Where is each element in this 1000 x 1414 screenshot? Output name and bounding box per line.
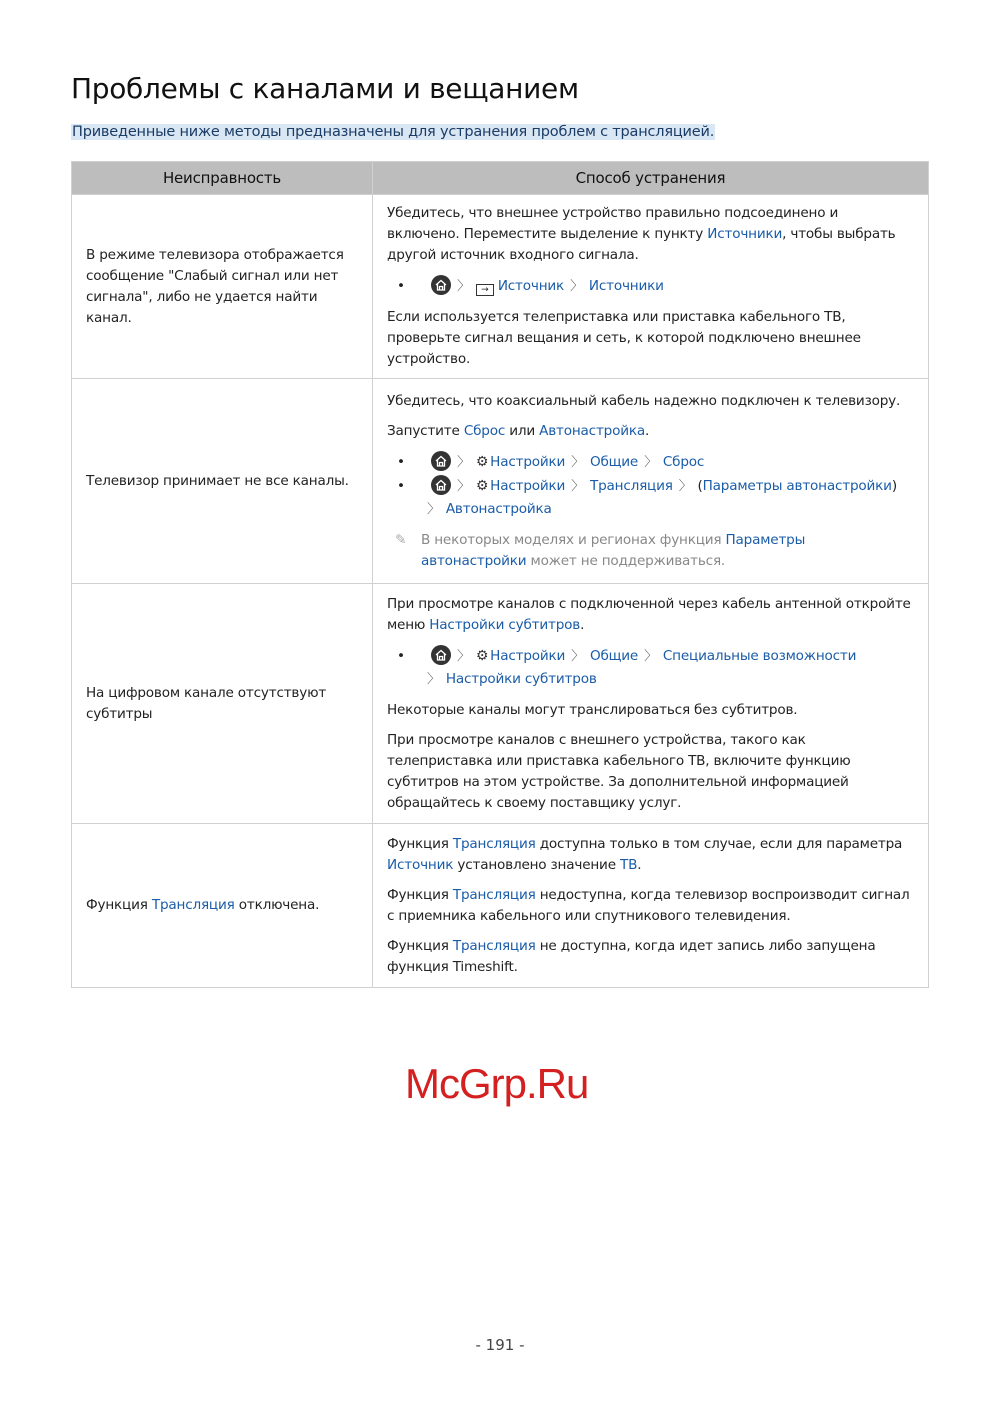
text-segment: Функция <box>86 897 152 913</box>
menu-link[interactable]: Специальные возможности <box>662 647 857 664</box>
chevron-right-icon: 〉 <box>644 454 657 470</box>
text-segment: . <box>645 422 650 439</box>
menu-path <box>387 451 914 474</box>
menu-link[interactable]: Источник <box>497 278 565 294</box>
menu-path <box>387 275 914 298</box>
text-segment: не доступна, когда идет запись либо запущена функция Timeshift. <box>387 937 876 975</box>
text-segment: При просмотре каналов с внешнего устройства, такого как телеприставка или приставка кабельного ТВ, включите функцию субтитров на этом устройстве. За дополнительной информацией обращайтесь к своему поставщику услуг. <box>387 731 851 811</box>
home-icon <box>431 451 451 471</box>
text-segment: . <box>580 616 585 633</box>
solution-paragraph <box>387 730 914 814</box>
solution-cell <box>373 584 929 824</box>
settings-gear-icon: ⚙ <box>475 477 489 494</box>
text-segment: Функция <box>387 835 453 852</box>
menu-link[interactable]: Автонастройка <box>539 422 645 439</box>
text-segment: Некоторые каналы могут транслироваться без субтитров. <box>387 701 798 718</box>
bullet: • <box>397 477 405 494</box>
menu-link[interactable]: Автонастройка <box>445 500 552 517</box>
problem-cell <box>72 584 373 824</box>
intro-text: Приведенные ниже методы предназначены для устранения проблем с трансляцией. <box>72 124 715 140</box>
chevron-right-icon: 〉 <box>427 501 440 517</box>
source-input-icon: → <box>476 284 494 296</box>
menu-link[interactable]: Источники <box>707 226 783 242</box>
table-row <box>72 584 929 824</box>
text-segment: установлено значение <box>453 856 620 873</box>
note <box>387 530 914 572</box>
pencil-icon: ✎ <box>395 531 407 548</box>
menu-link[interactable]: Трансляция <box>452 835 536 852</box>
chevron-right-icon: 〉 <box>427 671 440 687</box>
table-row <box>72 379 929 584</box>
solution-paragraph <box>387 936 914 978</box>
header-problem: Неисправность <box>72 162 373 195</box>
text-segment: , чтобы выбрать другой источник входного сигнала. <box>387 226 896 263</box>
home-icon <box>431 475 451 495</box>
menu-path <box>387 645 914 691</box>
menu-link[interactable]: Трансляция <box>589 477 673 494</box>
solution-paragraph <box>387 391 914 412</box>
menu-link[interactable]: Параметры автонастройки <box>702 477 892 494</box>
menu-link[interactable]: Источник <box>387 856 454 873</box>
chevron-right-icon: 〉 <box>457 279 470 294</box>
text-segment: Запустите <box>387 422 464 439</box>
text-segment: отключена. <box>234 897 320 913</box>
text-segment: ( <box>697 477 703 494</box>
menu-link[interactable]: Трансляция <box>452 937 536 954</box>
bullet: • <box>397 453 405 470</box>
menu-link[interactable]: Трансляция <box>452 886 536 903</box>
solution-paragraph <box>387 307 914 370</box>
text-segment: Если используется телеприставка или приставка кабельного ТВ, проверьте сигнал вещания и сеть, к которой подключено внешнее устройство. <box>387 309 861 367</box>
solution-paragraph <box>387 421 914 442</box>
watermark: McGrp.Ru <box>405 1060 589 1107</box>
chevron-right-icon: 〉 <box>571 454 584 470</box>
problem-cell <box>72 379 373 584</box>
menu-link[interactable]: Источники <box>588 278 664 294</box>
menu-link[interactable]: Настройки <box>490 477 566 494</box>
solution-paragraph <box>387 700 914 721</box>
text-segment: Телевизор принимает не все каналы. <box>86 472 349 489</box>
solution-paragraph <box>387 594 914 636</box>
chevron-right-icon: 〉 <box>644 648 657 664</box>
solution-cell <box>373 195 929 379</box>
solution-paragraph <box>387 203 914 266</box>
menu-link[interactable]: Настройки субтитров <box>445 670 597 687</box>
text-segment: Функция <box>387 937 453 954</box>
text-segment: недоступна, когда телевизор воспроизводит сигнал с приемника кабельного или спутникового телевидения. <box>387 886 910 924</box>
chevron-right-icon: 〉 <box>457 478 470 494</box>
table-row <box>72 195 929 379</box>
text-segment: В некоторых моделях и регионах функция <box>421 531 726 548</box>
table-row <box>72 824 929 988</box>
header-solution: Способ устранения <box>373 162 929 195</box>
chevron-right-icon: 〉 <box>570 279 583 294</box>
settings-gear-icon: ⚙ <box>475 647 489 664</box>
menu-link[interactable]: Общие <box>589 453 639 470</box>
chevron-right-icon: 〉 <box>457 454 470 470</box>
chevron-right-icon: 〉 <box>678 478 692 494</box>
menu-link[interactable]: Параметры автонастройки <box>421 531 806 569</box>
table-header-row <box>72 162 929 195</box>
text-segment: В режиме телевизора отображается сообщение "Слабый сигнал или нет сигнала", либо не удается найти канал. <box>86 246 344 326</box>
text-segment: Функция <box>387 886 453 903</box>
text-segment: Убедитесь, что коаксиальный кабель надежно подключен к телевизору. <box>387 392 901 409</box>
menu-link[interactable]: Настройки <box>490 647 566 664</box>
troubleshooting-table <box>71 161 929 988</box>
menu-link[interactable]: Общие <box>589 647 639 664</box>
text-segment: может не поддерживаться. <box>526 552 726 569</box>
menu-link[interactable]: Трансляция <box>151 897 235 913</box>
home-icon <box>431 645 451 665</box>
page-title: Проблемы с каналами и вещанием <box>71 72 579 105</box>
home-icon <box>431 275 451 295</box>
menu-path <box>387 475 914 521</box>
text-segment: На цифровом канале отсутствуют субтитры <box>86 684 327 722</box>
page-number: - 191 - <box>475 1336 525 1354</box>
text-segment: Убедитесь, что внешнее устройство правильно подсоединено и включено. Переместите выделение к пункту <box>387 205 839 242</box>
solution-cell <box>373 379 929 584</box>
chevron-right-icon: 〉 <box>457 648 470 664</box>
menu-link[interactable]: Сброс <box>662 453 705 470</box>
text-segment: ) <box>891 477 897 494</box>
solution-paragraph <box>387 834 914 876</box>
menu-link[interactable]: Сброс <box>463 422 506 439</box>
text-segment: . <box>637 856 642 873</box>
menu-link[interactable]: Настройки субтитров <box>429 616 581 633</box>
solution-paragraph <box>387 885 914 927</box>
problem-cell <box>72 195 373 379</box>
text-segment: доступна только в том случае, если для параметра <box>535 835 903 852</box>
settings-gear-icon: ⚙ <box>475 453 489 470</box>
text-segment: При просмотре каналов с подключенной через кабель антенной откройте меню <box>387 595 911 633</box>
bullet: • <box>397 647 405 664</box>
text-segment: или <box>505 422 540 439</box>
chevron-right-icon: 〉 <box>571 648 584 664</box>
chevron-right-icon: 〉 <box>571 478 584 494</box>
menu-link[interactable]: Настройки <box>490 453 566 470</box>
bullet: • <box>397 278 405 294</box>
solution-cell <box>373 824 929 988</box>
problem-cell <box>72 824 373 988</box>
menu-link[interactable]: ТВ <box>619 856 638 873</box>
